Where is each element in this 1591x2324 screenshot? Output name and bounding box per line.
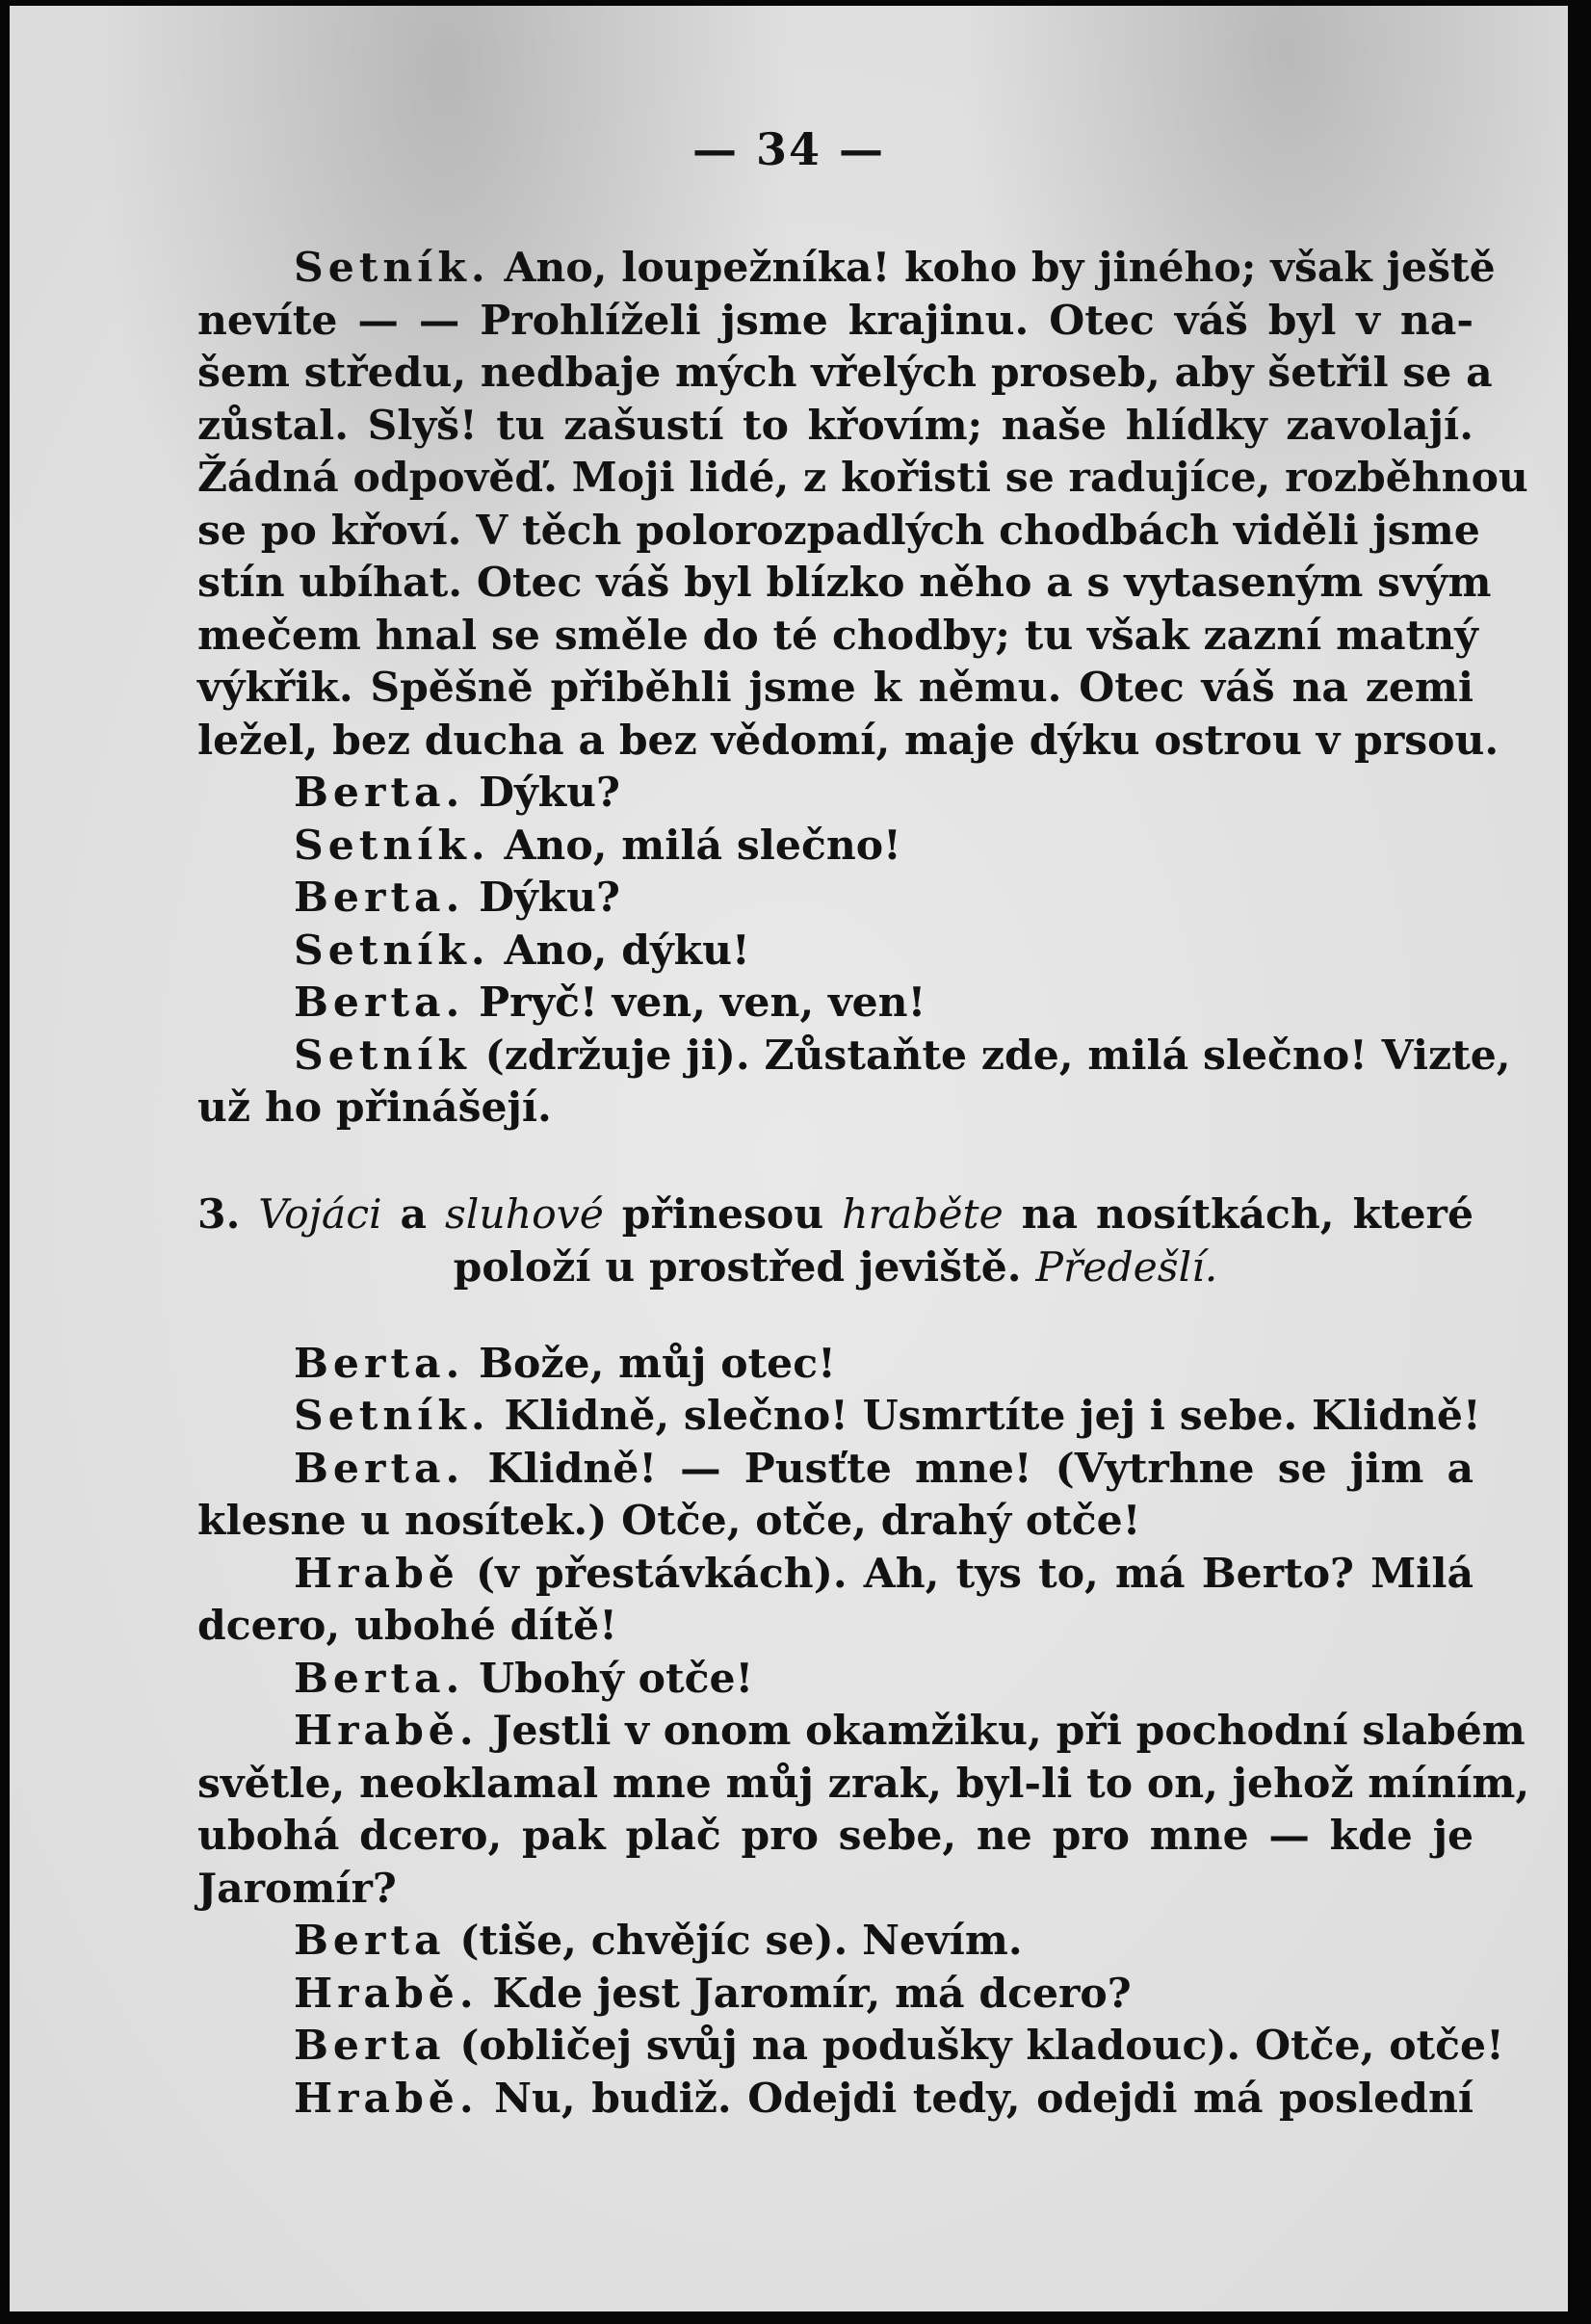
text-line <box>197 662 1474 715</box>
text-line <box>197 872 1474 925</box>
line-text: nevíte — — Prohlíželi jsme krajinu. Otec váš byl v na- <box>197 296 1474 345</box>
line-text: Ano, milá slečno! <box>489 821 901 870</box>
speaker-name: Berta. <box>294 1444 465 1493</box>
speaker-name: Setník. <box>294 244 490 292</box>
text-line <box>197 1915 1474 1968</box>
speaker-name: Hrabě. <box>294 2074 479 2123</box>
speaker-name: Setník. <box>294 1392 490 1440</box>
line-text: se po křoví. V těch polorozpadlých chodbách viděli jsme <box>197 506 1480 555</box>
speaker-name: Setník. <box>294 926 490 975</box>
line-text: šem středu, nedbaje mých vřelých proseb, aby šetřil se a <box>197 349 1493 397</box>
text-line <box>197 610 1478 663</box>
page-number: — 34 — <box>691 123 886 175</box>
line-text: a <box>381 1189 445 1239</box>
text-line <box>197 1188 1474 1242</box>
text-line <box>197 715 1500 768</box>
text-line <box>197 1863 1474 1916</box>
line-text: Bože, můj otec! <box>464 1339 836 1388</box>
text-line <box>197 767 1474 820</box>
line-text: Ano, loupežníka! koho by jiného; však ještě <box>489 244 1496 292</box>
text-line <box>197 295 1474 348</box>
line-text: ubohá dcero, pak plač pro sebe, ne pro mne — kde je <box>197 1812 1474 1860</box>
text-line <box>197 1653 1474 1706</box>
text-line <box>197 1758 1530 1811</box>
italic-text: Předešlí. <box>1035 1244 1218 1292</box>
speaker-name: Berta. <box>294 1339 465 1388</box>
text-line <box>197 1241 1474 1295</box>
line-text: (v přestávkách). Ah, tys to, má Berto? Milá <box>458 1549 1474 1598</box>
speaker-name: Hrabě. <box>294 1707 479 1755</box>
line-text: mečem hnal se směle do té chodby; tu však zazní matný <box>197 611 1478 660</box>
text-line <box>197 452 1528 505</box>
book-page <box>10 6 1568 2311</box>
line-text: 3. <box>197 1189 259 1239</box>
italic-text: sluhové <box>444 1190 604 1239</box>
line-spacer <box>197 1135 1474 1188</box>
text-line <box>197 2073 1474 2126</box>
line-text: Dýku? <box>464 769 620 817</box>
text-line <box>197 505 1480 558</box>
speaker-name: Hrabě <box>294 1549 459 1598</box>
line-text: Klidně, slečno! Usmrtíte jej i sebe. Klidně! <box>489 1392 1481 1440</box>
line-text: (zdržuje ji). Zůstaňte zde, milá slečno! Vizte, <box>470 1031 1511 1080</box>
line-text: Dýku? <box>464 874 620 922</box>
line-text: Kde jest Jaromír, má dcero? <box>478 1969 1132 2018</box>
text-line <box>197 1390 1481 1443</box>
line-text: stín ubíhat. Otec váš byl blízko něho a s vytaseným svým <box>197 559 1492 607</box>
line-text: Nu, budiž. Odejdi tedy, odejdi má poslední <box>478 2074 1474 2123</box>
line-text: Klidně! — Pusťte mne! (Vytrhne se jim a <box>464 1444 1474 1493</box>
speaker-name: Berta <box>294 1917 446 1965</box>
text-line <box>197 2020 1504 2073</box>
speaker-name: Berta. <box>294 769 465 817</box>
text-line <box>197 1495 1474 1548</box>
line-text: výkřik. Spěšně přiběhli jsme k němu. Otec váš na zemi <box>197 664 1474 712</box>
line-text: Jaromír? <box>197 1864 397 1913</box>
line-text: na nosítkách, které <box>1003 1189 1474 1239</box>
line-text: dcero, ubohé dítě! <box>197 1602 617 1650</box>
play-text <box>197 242 1530 2125</box>
speaker-name: Berta <box>294 2022 446 2070</box>
line-text: položí u prostřed jeviště. <box>453 1243 1036 1292</box>
line-text: (tiše, chvějíc se). Nevím. <box>445 1917 1023 1965</box>
line-text: Ubohý otče! <box>464 1654 754 1703</box>
text-line <box>197 1082 1474 1135</box>
speaker-name: Setník. <box>294 821 490 870</box>
text-line <box>197 557 1492 610</box>
text-line <box>197 1443 1474 1496</box>
line-text: Pryč! ven, ven, ven! <box>464 979 926 1027</box>
text-line <box>197 1030 1511 1083</box>
text-line <box>197 1548 1474 1601</box>
line-text: zůstal. Slyš! tu zašustí to křovím; naše hlídky zavolají. <box>197 401 1474 450</box>
text-line <box>197 1968 1474 2021</box>
line-text: přinesou <box>603 1189 843 1239</box>
line-text: už ho přinášejí. <box>197 1084 552 1132</box>
italic-text: Vojáci <box>258 1190 382 1239</box>
line-text: (obličej svůj na podušky kladouc). Otče, otče! <box>445 2022 1504 2070</box>
line-text: světle, neoklamal mne můj zrak, byl-li to on, jehož míním, <box>197 1759 1530 1808</box>
speaker-name: Berta. <box>294 979 465 1027</box>
speaker-name: Setník <box>294 1031 471 1080</box>
line-text: Jestli v onom okamžiku, při pochodní slabém <box>478 1707 1526 1755</box>
italic-text: hraběte <box>842 1190 1004 1239</box>
line-text: Ano, dýku! <box>489 926 750 975</box>
line-text: ležel, bez ducha a bez vědomí, maje dýku ostrou v prsou. <box>197 716 1500 765</box>
speaker-name: Hrabě. <box>294 1969 479 2018</box>
text-line <box>197 1338 1474 1391</box>
speaker-name: Berta. <box>294 1654 465 1703</box>
line-spacer <box>197 1295 1474 1338</box>
text-line <box>197 820 1474 873</box>
speaker-name: Berta. <box>294 874 465 922</box>
text-line <box>197 400 1474 453</box>
line-text: klesne u nosítek.) Otče, otče, drahý otče! <box>197 1497 1141 1545</box>
line-text: Žádná odpověď. Moji lidé, z kořisti se radujíce, rozběhnou <box>197 454 1528 502</box>
text-line <box>197 977 1474 1030</box>
text-line <box>197 242 1496 295</box>
text-line <box>197 347 1493 400</box>
text-line <box>197 1600 1474 1653</box>
text-line <box>197 925 1474 978</box>
text-line <box>197 1810 1474 1863</box>
text-line <box>197 1705 1526 1758</box>
